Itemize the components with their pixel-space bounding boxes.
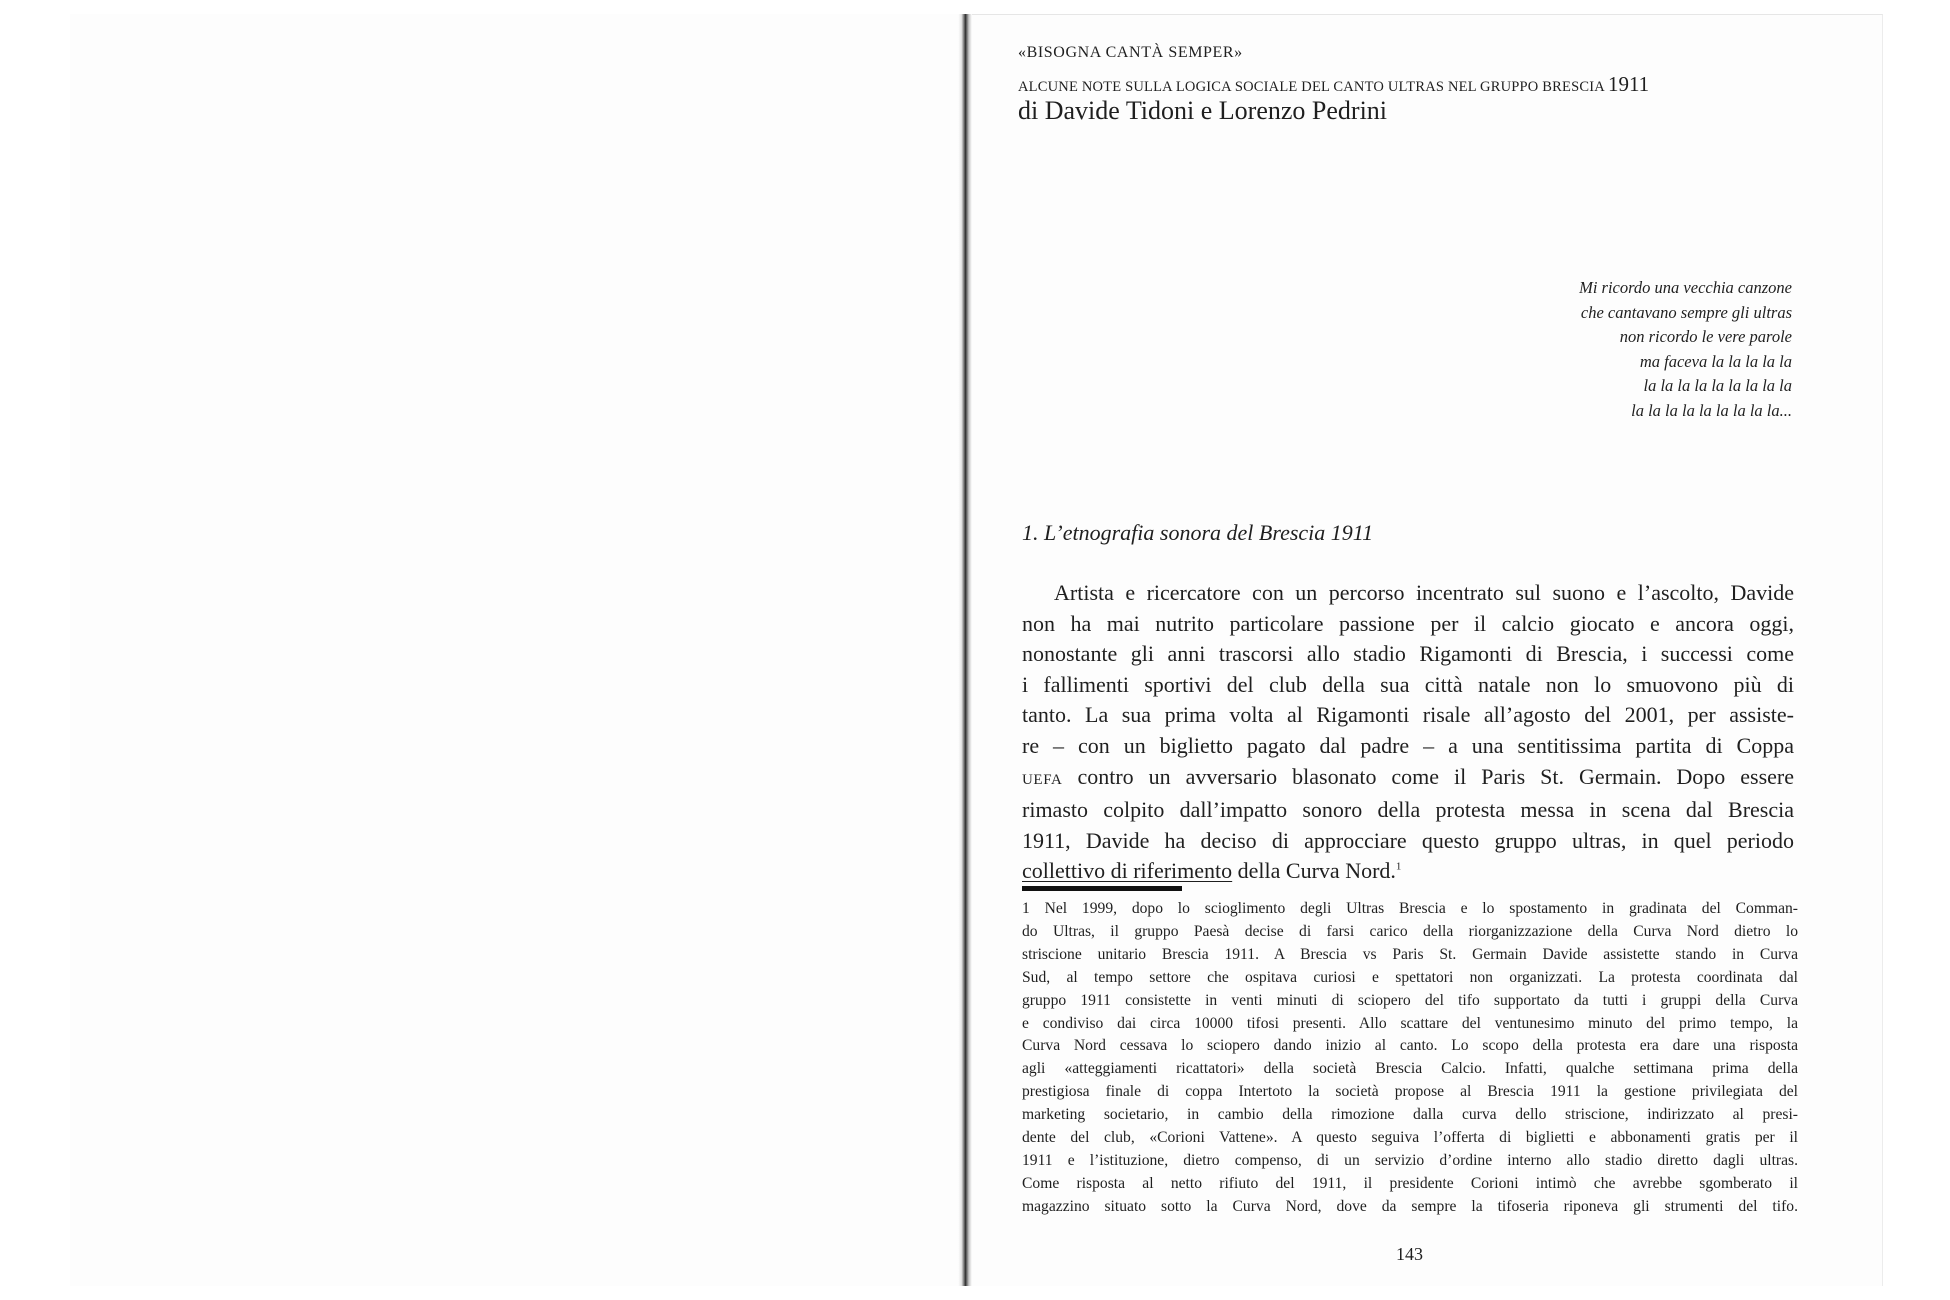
body-line: i fallimenti sportivi del club della sua città natale non lo smuovono più di [1022,671,1794,697]
page-number: 143 [1396,1244,1423,1264]
epigraph-line: ma faceva la la la la la [1639,351,1792,371]
section-heading: 1. L’etnografia sonora del Brescia 1911 [1022,520,1374,545]
footnote-line: prestigiosa finale di coppa Intertoto la società propose al Brescia 1911 la gestione privilegiata del [1022,1083,1798,1101]
body-line: tanto. La sua prima volta al Rigamonti risale all’agosto del 2001, per assiste- [1022,702,1794,728]
footnote-line: gruppo 1911 consistette in venti minuti di sciopero del tifo supportato da tutti i gruppi della Curva [1022,991,1798,1009]
body-line [1022,762,1794,796]
book-gutter [958,14,972,1286]
epigraph-line: che cantavano sempre gli ultras [1580,302,1792,322]
body-paragraph [1022,578,1794,887]
footnote-line: do Ultras, il gruppo Paesà decise di farsi carico della riorganizzazione della Curva Nord dietro lo [1022,922,1798,940]
body-line-text: della Curva Nord. [1237,858,1396,884]
epigraph-line: non ricordo le vere parole [1619,327,1792,347]
epigraph-line: la la la la la la la la la... [1631,400,1792,420]
footnote [1022,898,1798,1219]
epigraph [1579,276,1792,424]
underlined-phrase: collettivo di riferimento [1022,858,1233,884]
footnote-line: magazzino situato sotto la Curva Nord, dove da sempre la tifoseria riponeva gli strumenti del tifo. [1022,1197,1798,1215]
body-line: nonostante gli anni trascorsi allo stadio Rigamonti di Brescia, i successi come [1022,641,1794,667]
left-page-blank [70,14,970,1286]
epigraph-line: la la la la la la la la la [1643,376,1792,396]
footnote-line: Curva Nord cessava lo sciopero dando inizio al canto. Lo scopo della protesta era dare una risposta [1022,1037,1798,1055]
chapter-authors: di Davide Tidoni e Lorenzo Pedrini [1018,96,1388,125]
footnote-reference: 1 [1395,861,1402,874]
footnote-line: 1911 e l’istituzione, dietro compenso, di un servizio d’ordine interno allo stadio diretto dagli ultras. [1022,1151,1798,1169]
body-line: Artista e ricercatore con un percorso incentrato sul suono e l’ascolto, Davide [1054,580,1794,605]
footnote-line: Come risposta al netto rifiuto del 1911, il presidente Corioni intimò che avrebbe sgomberato il [1022,1174,1798,1192]
footnote-line: agli «atteggiamenti ricattatori» della società Brescia Calcio. Infatti, qualche settimana prima della [1022,1060,1798,1078]
epigraph-line: Mi ricordo una vecchia canzone [1579,278,1792,297]
chapter-subtitle-year: 1911 [1607,72,1650,96]
footnote-line: e condiviso dai circa 10000 tifosi presenti. Allo scattare del ventunesimo minuto del primo tempo, la [1022,1014,1798,1032]
body-line: rimasto colpito dall’impatto sonoro della protesta messa in scena dal Brescia [1022,797,1794,823]
chapter-title: «BISOGNA CANTÀ SEMPER» [1018,44,1243,61]
footnote-line: dente del club, «Corioni Vattene». A questo seguiva l’offerta di biglietti e abbonamenti gratis per il [1022,1129,1798,1147]
footnote-line: Sud, al tempo settore che ospitava curiosi e spettatori non organizzati. La protesta coordinata dal [1022,968,1798,986]
body-line-text: contro un avversario blasonato come il Paris St. Germain. Dopo essere [1077,763,1794,789]
body-line: non ha mai nutrito particolare passione per il calcio giocato e ancora oggi, [1022,610,1794,636]
footnote-line: marketing societario, in cambio della rimozione dalla curva dello striscione, indirizzato al presi- [1022,1106,1798,1124]
body-line [1022,856,1794,887]
chapter-subtitle-text: ALCUNE NOTE SULLA LOGICA SOCIALE DEL CANTO ULTRAS NEL GRUPPO BRESCIA [1018,79,1605,95]
chapter-subtitle [1018,72,1649,97]
body-line: re – con un biglietto pagato dal padre – a una sentitissima partita di Coppa [1022,732,1794,758]
page-bottom-margin [0,1286,1950,1300]
body-line: 1911, Davide ha deciso di approcciare questo gruppo ultras, in quel periodo [1022,827,1794,853]
uefa-smallcaps: UEFA [1022,771,1063,788]
footnote-line: striscione unitario Brescia 1911. A Brescia vs Paris St. Germain Davide assistette stando in Curva [1022,945,1798,963]
footnote-separator [1022,886,1182,891]
footnote-line: 1 Nel 1999, dopo lo scioglimento degli Ultras Brescia e lo spostamento in gradinata del Comman- [1022,900,1798,917]
